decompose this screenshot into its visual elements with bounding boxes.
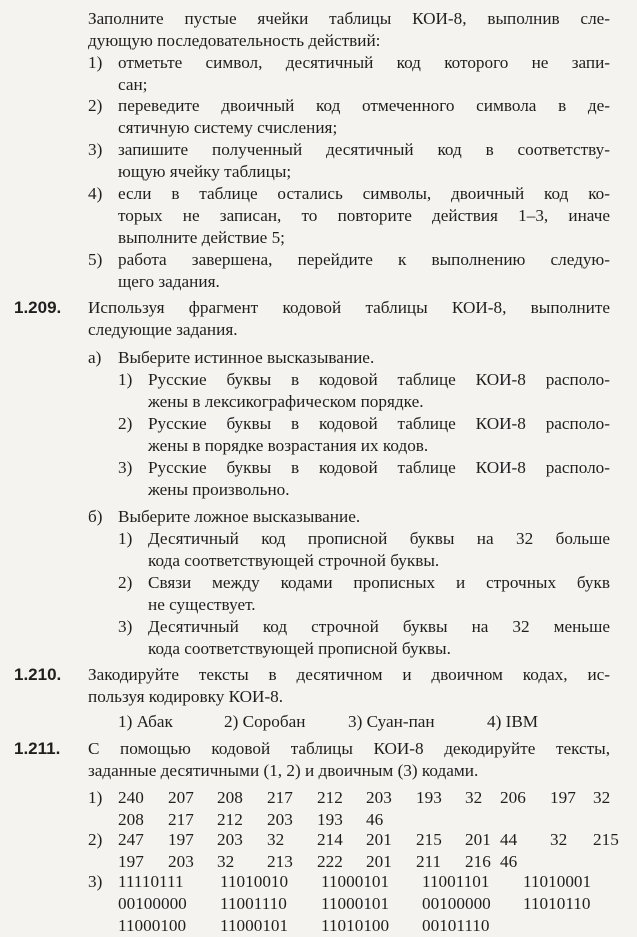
word-item: 1) Абак (118, 712, 173, 731)
step-line: ющую ячейку таблицы; (118, 162, 292, 181)
task-text-line: заданные десятичными (1, 2) и двоичным (3) кодами. (88, 761, 479, 780)
step-line: щего задания. (118, 272, 220, 291)
code-value: 212 (217, 810, 243, 829)
step-line: если в таблице остались символы, двоичный код ко- (118, 184, 610, 203)
code-value: 203 (267, 810, 293, 829)
code-value: 247 (118, 830, 144, 849)
code-value: 32 (465, 788, 483, 807)
part-prompt: Выберите истинное высказывание. (118, 348, 375, 367)
task-text-line: Используя фрагмент кодовой таблицы КОИ-8, выполните (88, 298, 610, 317)
code-value: 11000101 (220, 916, 289, 935)
task-number: 1.209. (14, 298, 62, 317)
code-value: 44 (500, 830, 518, 849)
step-line: торых не записан, то повторите действия 1–3, иначе (118, 206, 610, 225)
code-value: 207 (168, 788, 194, 807)
code-value: 217 (267, 788, 293, 807)
task-text-line: Закодируйте тексты в десятичном и двоичном кодах, ис- (88, 665, 610, 684)
word-item: 3) Суан-пан (348, 712, 435, 731)
part-marker: б) (88, 507, 103, 526)
option-marker: 2) (118, 414, 133, 433)
code-value: 11001110 (220, 894, 287, 913)
code-value: 216 (465, 852, 491, 871)
code-value: 213 (267, 852, 293, 871)
code-value: 11010010 (220, 872, 289, 891)
code-value: 208 (217, 788, 243, 807)
part-marker: а) (88, 348, 102, 367)
code-value: 11000101 (321, 894, 390, 913)
code-value: 208 (118, 810, 144, 829)
option-line: Связи между кодами прописных и строчных букв (148, 573, 610, 592)
step-line: сан; (118, 75, 148, 94)
step-marker: 2) (88, 96, 103, 115)
code-marker: 1) (88, 788, 103, 807)
code-marker: 2) (88, 830, 103, 849)
option-marker: 2) (118, 573, 133, 592)
code-value: 197 (550, 788, 576, 807)
intro-line: Заполните пустые ячейки таблицы КОИ-8, выполнив сле- (88, 9, 610, 28)
code-value: 11000101 (321, 872, 390, 891)
option-line: Русские буквы в кодовой таблице КОИ-8 располо- (148, 458, 610, 477)
code-value: 215 (416, 830, 442, 849)
code-value: 00101110 (422, 916, 490, 935)
option-line: не существует. (148, 595, 256, 614)
code-value: 203 (366, 788, 392, 807)
code-value: 32 (267, 830, 285, 849)
option-marker: 3) (118, 458, 133, 477)
code-value: 217 (168, 810, 194, 829)
code-value: 46 (366, 810, 384, 829)
code-value: 211 (416, 852, 442, 871)
code-value: 32 (550, 830, 568, 849)
code-value: 197 (118, 852, 144, 871)
step-marker: 4) (88, 184, 103, 203)
option-line: Десятичный код прописной буквы на 32 больше (148, 529, 610, 548)
option-line: Десятичный код строчной буквы на 32 меньше (148, 617, 610, 636)
task-text-line: С помощью кодовой таблицы КОИ-8 декодируйте тексты, (88, 739, 610, 758)
step-marker: 5) (88, 250, 103, 269)
option-line: жены произвольно. (148, 480, 290, 499)
word-item: 4) IBM (487, 712, 539, 731)
code-value: 193 (416, 788, 442, 807)
code-value: 32 (217, 852, 235, 871)
code-value: 222 (317, 852, 343, 871)
option-marker: 1) (118, 370, 133, 389)
code-value: 193 (317, 810, 343, 829)
option-marker: 3) (118, 617, 133, 636)
code-value: 11110111 (118, 872, 184, 891)
option-line: жены в лексикографическом порядке. (148, 392, 424, 411)
option-line: Русские буквы в кодовой таблице КОИ-8 располо- (148, 370, 610, 389)
code-value: 214 (317, 830, 343, 849)
code-value: 11000100 (118, 916, 187, 935)
code-value: 197 (168, 830, 194, 849)
step-line: сятичную систему счисления; (118, 118, 338, 137)
code-value: 00100000 (118, 894, 187, 913)
code-value: 203 (168, 852, 194, 871)
step-line: переведите двоичный код отмеченного символа в де- (118, 96, 610, 115)
step-marker: 1) (88, 53, 103, 72)
code-value: 201 (366, 830, 392, 849)
code-value: 201 (465, 830, 491, 849)
code-value: 215 (593, 830, 619, 849)
code-value: 203 (217, 830, 243, 849)
task-text-line: следующие задания. (88, 320, 238, 339)
code-value: 11010001 (523, 872, 592, 891)
code-marker: 3) (88, 872, 103, 891)
option-line: кода соответствующей прописной буквы. (148, 639, 451, 658)
code-value: 11001101 (422, 872, 490, 891)
step-line: запишите полученный десятичный код в соответству- (118, 140, 610, 159)
option-line: жены в порядке возрастания их кодов. (148, 436, 429, 455)
part-prompt: Выберите ложное высказывание. (118, 507, 361, 526)
intro-line: дующую последовательность действий: (88, 31, 381, 50)
code-value: 11010100 (321, 916, 390, 935)
step-line: работа завершена, перейдите к выполнению следую- (118, 250, 610, 269)
word-item: 2) Соробан (224, 712, 306, 731)
code-value: 00100000 (422, 894, 491, 913)
task-text-line: пользуя кодировку КОИ-8. (88, 687, 284, 706)
step-line: выполните действие 5; (118, 228, 285, 247)
code-value: 201 (366, 852, 392, 871)
task-number: 1.211. (14, 739, 61, 758)
code-value: 240 (118, 788, 144, 807)
code-value: 212 (317, 788, 343, 807)
option-marker: 1) (118, 529, 133, 548)
step-line: отметьте символ, десятичный код которого не запи- (118, 53, 610, 72)
code-value: 32 (593, 788, 611, 807)
code-value: 206 (500, 788, 526, 807)
task-number: 1.210. (14, 665, 62, 684)
option-line: Русские буквы в кодовой таблице КОИ-8 располо- (148, 414, 610, 433)
code-value: 11010110 (523, 894, 591, 913)
option-line: кода соответствующей строчной буквы. (148, 551, 440, 570)
code-value: 46 (500, 852, 518, 871)
step-marker: 3) (88, 140, 103, 159)
